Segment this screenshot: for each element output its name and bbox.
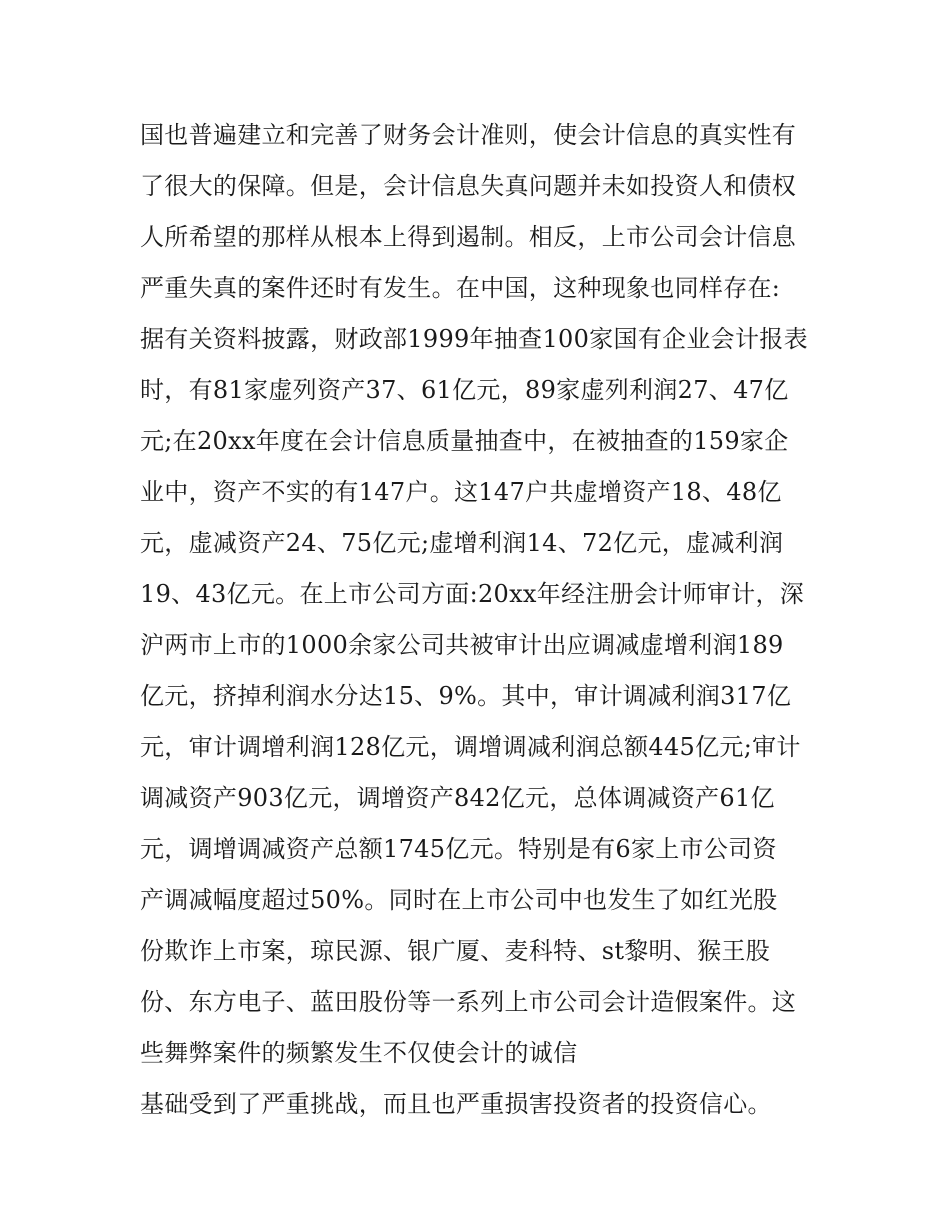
text-line-2: 了很大的保障。但是，会计信息失真问题并未如投资人和债权 [140, 172, 797, 200]
text-line-5: 据有关资料披露，财政部1999年抽查100家国有企业会计报表 [140, 325, 808, 353]
text-line-3: 人所希望的那样从根本上得到遏制。相反，上市公司会计信息 [140, 223, 797, 251]
text-line-20: 基础受到了严重挑战，而且也严重损害投资者的投资信心。 [140, 1090, 772, 1118]
text-line-10: 19、43亿元。在上市公司方面:20xx年经注册会计师审计，深 [140, 580, 805, 608]
text-line-11: 沪两市上市的1000余家公司共被审计出应调减虚增利润189 [140, 631, 784, 659]
text-line-12: 亿元，挤掉利润水分达15、9%。其中，审计调减利润317亿 [140, 682, 792, 710]
body-text [140, 110, 830, 1130]
text-line-17: 份欺诈上市案，琼民源、银广厦、麦科特、st黎明、猴王股 [140, 937, 771, 965]
text-line-1: 国也普遍建立和完善了财务会计准则，使会计信息的真实性有 [140, 121, 797, 149]
text-line-7: 元;在20xx年度在会计信息质量抽查中，在被抽查的159家企 [140, 427, 789, 455]
text-line-15: 元，调增调减资产总额1745亿元。特别是有6家上市公司资 [140, 835, 777, 863]
text-line-18: 份、东方电子、蓝田股份等一系列上市公司会计造假案件。这 [140, 988, 797, 1016]
text-line-8: 业中，资产不实的有147户。这147户共虚增资产18、48亿 [140, 478, 782, 506]
text-line-16: 产调减幅度超过50%。同时在上市公司中也发生了如红光股 [140, 886, 778, 914]
text-line-4: 严重失真的案件还时有发生。在中国，这种现象也同样存在: [140, 274, 781, 302]
text-line-9: 元，虚减资产24、75亿元;虚增利润14、72亿元，虚减利润 [140, 529, 784, 557]
text-line-19: 些舞弊案件的频繁发生不仅使会计的诚信 [140, 1039, 578, 1067]
text-line-14: 调减资产903亿元，调增资产842亿元，总体调减资产61亿 [140, 784, 775, 812]
text-line-6: 时，有81家虚列资产37、61亿元，89家虚列利润27、47亿 [140, 376, 789, 404]
text-line-13: 元，审计调增利润128亿元，调增调减利润总额445亿元;审计 [140, 733, 801, 761]
